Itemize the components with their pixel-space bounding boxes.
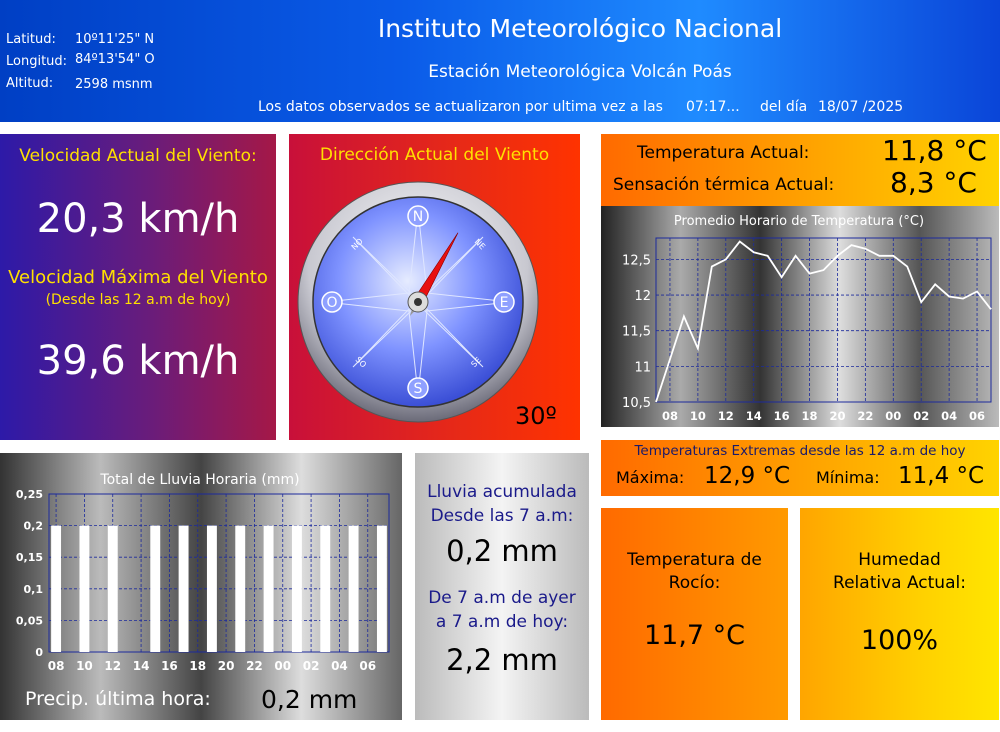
rain-accum-value: 0,2 mm xyxy=(446,534,558,568)
rain-bar xyxy=(235,526,245,652)
temperature-xtick-label: 20 xyxy=(829,409,846,423)
update-text: Los datos observados se actualizaron por ultima vez a las xyxy=(258,99,663,115)
rain-last-hour-label: Precip. última hora: xyxy=(25,688,211,710)
rain-accum-label-2: Desde las 7 a.m: xyxy=(430,506,574,526)
update-time: 07:17... xyxy=(686,99,740,115)
rain-bar xyxy=(108,526,118,652)
rain-ytick-label: 0,1 xyxy=(23,582,43,596)
wind-max-value: 39,6 km/h xyxy=(36,338,240,384)
rain-xtick-label: 06 xyxy=(359,659,377,673)
temperature-chart-panel xyxy=(601,206,999,427)
rain-day-label-1: De 7 a.m de ayer xyxy=(428,588,576,608)
temperature-xtick-label: 12 xyxy=(717,409,734,423)
extremes-min-label: Mínima: xyxy=(816,468,880,487)
humidity-value: 100% xyxy=(860,625,939,656)
temperature-xtick-label: 04 xyxy=(941,409,958,423)
rain-xtick-label: 20 xyxy=(217,659,235,673)
altitude-value: 2598 msnm xyxy=(75,77,153,92)
wind-current-value: 20,3 km/h xyxy=(36,196,240,242)
temperature-chart-title: Promedio Horario de Temperatura (°C) xyxy=(673,214,925,229)
rain-plot-area xyxy=(49,494,389,652)
rain-bar xyxy=(264,526,274,652)
temperature-panel xyxy=(601,134,999,206)
longitude-label: Longitud: xyxy=(6,54,68,69)
temperature-ytick-label: 11 xyxy=(634,360,651,376)
humidity-label-2: Relativa Actual: xyxy=(833,573,966,593)
rain-xtick-label: 04 xyxy=(331,659,348,673)
wind-direction-value: 30º xyxy=(515,402,557,430)
dew-value: 11,7 °C xyxy=(643,620,746,651)
wind-max-label: Velocidad Máxima del Viento xyxy=(8,267,268,288)
compass-northwest-label: NO xyxy=(349,236,365,252)
wind-max-sublabel: (Desde las 12 a.m de hoy) xyxy=(45,292,231,308)
extremes-panel xyxy=(601,440,999,496)
rain-xtick-label: 22 xyxy=(246,659,263,673)
compass-south-label: S xyxy=(413,381,423,397)
rain-bar xyxy=(179,526,189,652)
altitude-label: Altitud: xyxy=(6,76,54,91)
rain-day-label-2: a 7 a.m de hoy: xyxy=(435,612,569,632)
rain-chart-panel xyxy=(0,453,402,720)
latitude-label: Latitud: xyxy=(6,32,56,47)
latitude-value: 10º11'25" N xyxy=(75,32,155,47)
rain-bar xyxy=(349,526,359,652)
temperature-xtick-label: 10 xyxy=(689,409,706,423)
rain-ytick-label: 0 xyxy=(35,646,43,659)
rain-bar xyxy=(51,526,61,652)
rain-last-hour-value: 0,2 mm xyxy=(261,685,358,714)
rain-xtick-label: 00 xyxy=(274,659,292,673)
humidity-panel xyxy=(800,508,999,720)
rain-chart-title: Total de Lluvia Horaria (mm) xyxy=(100,472,300,488)
temperature-current-label: Temperatura Actual: xyxy=(637,143,810,163)
compass-southeast-label: SE xyxy=(469,355,483,369)
extremes-max-value: 12,9 °C xyxy=(704,463,791,489)
temperature-plot-area xyxy=(656,238,991,402)
update-date-label: del día xyxy=(760,99,808,115)
rain-xtick-label: 10 xyxy=(76,659,93,673)
temperature-xtick-label: 00 xyxy=(885,409,902,423)
dew-label-1: Temperatura de xyxy=(627,550,762,570)
wind-speed-panel xyxy=(0,134,276,440)
rain-bar xyxy=(320,526,330,652)
rain-ytick-label: 0,05 xyxy=(15,614,43,628)
dew-point-panel xyxy=(601,508,788,720)
temperature-ytick-label: 10,5 xyxy=(622,396,651,411)
compass-west-label: O xyxy=(326,295,338,311)
temperature-xtick-label: 14 xyxy=(745,409,762,423)
compass-east-label: E xyxy=(499,295,509,311)
rain-xtick-label: 18 xyxy=(189,659,207,673)
temperature-ytick-label: 12 xyxy=(634,289,651,305)
page-subtitle: Estación Meteorológica Volcán Poás xyxy=(428,62,732,82)
temperature-xtick-label: 02 xyxy=(913,409,930,423)
rain-accumulated-panel xyxy=(415,453,589,720)
temperature-xtick-label: 16 xyxy=(773,409,790,423)
wind-current-label: Velocidad Actual del Viento: xyxy=(19,146,257,166)
temperature-ytick-label: 12,5 xyxy=(622,253,651,269)
compass-northeast-label: NE xyxy=(472,237,487,252)
temperature-ytick-label: 11,5 xyxy=(622,324,651,340)
rain-ytick-label: 0,15 xyxy=(15,551,43,565)
extremes-title: Temperaturas Extremas desde las 12 a.m de hoy xyxy=(634,443,966,459)
rain-xtick-label: 14 xyxy=(132,659,150,673)
temperature-current-value: 11,8 °C xyxy=(882,134,987,167)
rain-xtick-label: 12 xyxy=(104,659,122,673)
compass-north-label: N xyxy=(412,209,424,225)
rain-xtick-label: 02 xyxy=(302,659,320,673)
wind-direction-label: Dirección Actual del Viento xyxy=(319,145,550,165)
longitude-value: 84º13'54" O xyxy=(75,52,155,67)
rain-bar xyxy=(207,526,217,652)
feels-like-value: 8,3 °C xyxy=(890,166,977,199)
rain-bar xyxy=(377,526,387,652)
temperature-xtick-label: 08 xyxy=(661,409,678,423)
compass-gauge xyxy=(297,170,555,428)
rain-accum-label-1: Lluvia acumulada xyxy=(427,482,577,502)
dew-label-2: Rocío: xyxy=(668,573,721,593)
header-banner xyxy=(0,0,1000,122)
wind-direction-panel xyxy=(289,134,580,440)
temperature-chart xyxy=(601,206,999,427)
update-date: 18/07 /2025 xyxy=(818,99,904,115)
temperature-xtick-label: 06 xyxy=(969,409,986,423)
rain-bar xyxy=(150,526,160,652)
rain-bar xyxy=(292,526,302,652)
rain-xtick-label: 16 xyxy=(161,659,178,673)
feels-like-label: Sensación térmica Actual: xyxy=(613,175,835,195)
page-title: Instituto Meteorológico Nacional xyxy=(377,14,783,43)
temperature-xtick-label: 22 xyxy=(857,409,874,423)
rain-ytick-label: 0,25 xyxy=(15,488,43,501)
humidity-label-1: Humedad xyxy=(858,550,941,570)
temperature-line xyxy=(656,242,991,402)
rain-xtick-label: 08 xyxy=(47,659,65,673)
extremes-max-label: Máxima: xyxy=(616,468,685,487)
rain-chart xyxy=(0,453,402,683)
rain-day-value: 2,2 mm xyxy=(446,643,558,677)
rain-ytick-label: 0,2 xyxy=(23,519,43,533)
compass-southwest-label: SO xyxy=(353,355,368,370)
extremes-min-value: 11,4 °C xyxy=(898,463,985,489)
temperature-xtick-label: 18 xyxy=(801,409,818,423)
rain-bar xyxy=(79,526,89,652)
